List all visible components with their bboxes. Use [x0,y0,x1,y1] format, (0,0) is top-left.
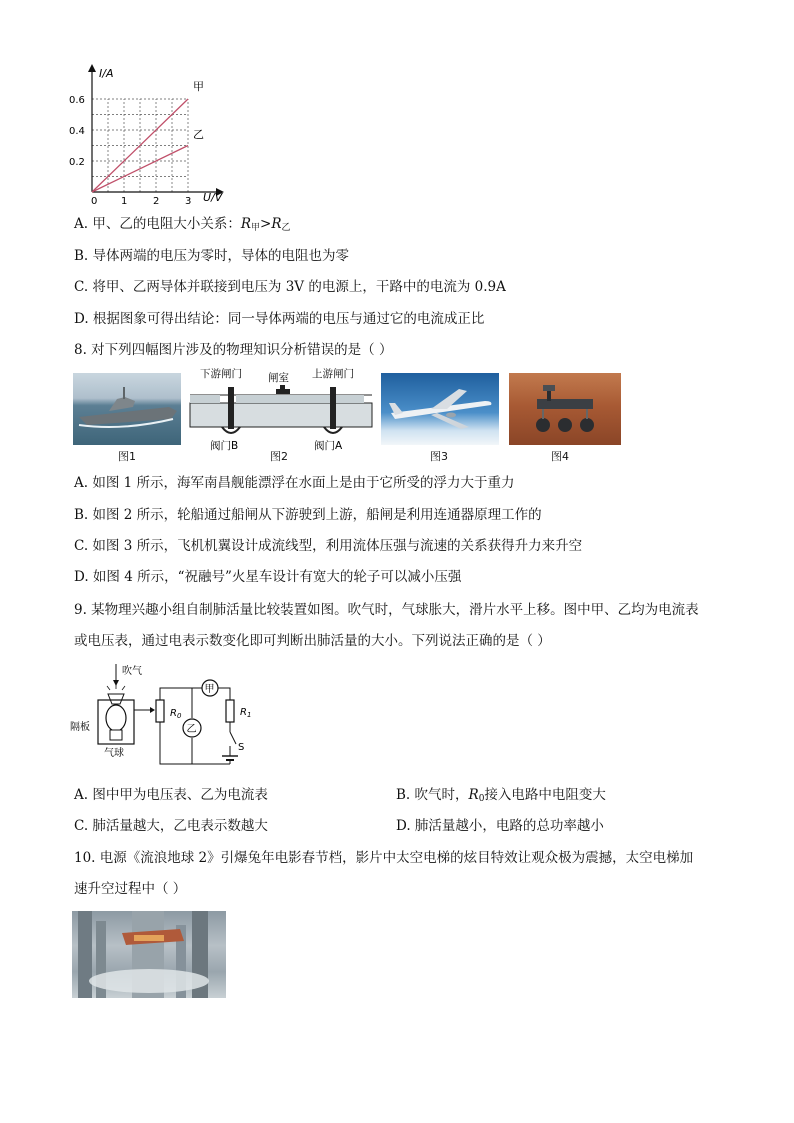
series-label-yi: 乙 [193,128,204,141]
q7-option-d: D. 根据图象可得出结论：同一导体两端的电压与通过它的电流成正比 [74,311,485,327]
fig4-caption: 图4 [551,450,569,463]
x-tick-label: 3 [185,196,192,205]
graph-ticks [69,95,191,205]
y-tick-label: 0.4 [69,126,85,137]
q9-option-c: C. 肺活量越大，乙电表示数越大 [74,818,268,834]
q7-option-b: B. 导体两端的电压为零时，导体的电阻也为零 [74,248,350,264]
fig2-ship-lock-diagram [188,365,374,451]
valve-a-label: 阀门A [314,440,343,451]
q8-option-c: C. 如图 3 所示，飞机机翼设计成流线型，利用流体压强与流速的关系获得升力来升空 [74,538,583,554]
q9-circuit-diagram [70,660,260,780]
q7-option-a: A. 甲、乙的电阻大小关系：$R_甲>R_乙$ [74,216,291,233]
q10-stem-line2: 速升空过程中（ ） [74,881,187,897]
x-axis-label: U/V [203,191,223,204]
blow-label: 吹气 [122,666,142,677]
fig2-caption: 图2 [270,450,288,463]
meter-yi-label: 乙 [186,724,197,735]
r1-label: $R_1$ [240,707,252,719]
fig3-airplane-photo [381,373,499,445]
y-tick-label: 0.2 [69,157,85,168]
downstream-gate-label: 下游闸门 [200,368,242,380]
q9-option-b: B. 吹气时，$R_0$接入电路中电阻变大 [396,787,606,804]
q8-option-b: B. 如图 2 所示，轮船通过船闸从下游驶到上游，船闸是利用连通器原理工作的 [74,507,542,523]
fig1-warship-photo [73,373,181,445]
q10-stem-line1: 10. 电源《流浪地球 2》引爆兔年电影春节档，影片中太空电梯的炫目特效让观众极为震撼，太空电梯加 [74,850,694,866]
fig1-caption: 图1 [118,450,136,463]
q7-option-c: C. 将甲、乙两导体并联接到电压为 3V 的电源上，干路中的电流为 0.9A [74,279,506,295]
q8-stem: 8. 对下列四幅图片涉及的物理知识分析错误的是（ ） [74,342,393,358]
switch-label: S [238,742,245,753]
r0-label: $R_0$ [170,708,182,720]
partition-label: 隔板 [70,722,90,733]
chamber-label: 闸室 [268,372,289,384]
series-line-yi [92,146,188,193]
x-tick-label: 0 [91,196,98,205]
x-tick-label: 2 [153,196,160,205]
upstream-gate-label: 上游闸门 [312,368,354,380]
q9-option-d: D. 肺活量越小，电路的总功率越小 [396,818,604,834]
valve-b-label: 阀门B [210,440,239,451]
x-tick-label: 1 [121,196,128,205]
q10-space-elevator-photo [72,911,226,998]
y-axis-label: I/A [99,67,114,80]
fig3-caption: 图3 [430,450,448,463]
q8-option-a: A. 如图 1 所示，海军南昌舰能漂浮在水面上是由于它所受的浮力大于重力 [74,475,515,491]
q9-stem-line2: 或电压表，通过电表示数变化即可判断出肺活量的大小。下列说法正确的是（ ） [74,633,551,649]
y-tick-label: 0.6 [69,95,85,106]
q8-option-d: D. 如图 4 所示，“祝融号”火星车设计有宽大的轮子可以减小压强 [74,569,462,585]
iu-graph [66,60,236,205]
meter-jia-label: 甲 [204,684,215,695]
fig4-mars-rover-photo [509,373,621,445]
q9-stem-line1: 9. 某物理兴趣小组自制肺活量比较装置如图。吹气时，气球胀大，滑片水平上移。图中甲、乙均为电流表 [74,602,699,618]
q9-option-a: A. 图中甲为电压表、乙为电流表 [74,787,268,803]
balloon-label: 气球 [104,748,124,759]
series-label-jia: 甲 [193,80,204,93]
